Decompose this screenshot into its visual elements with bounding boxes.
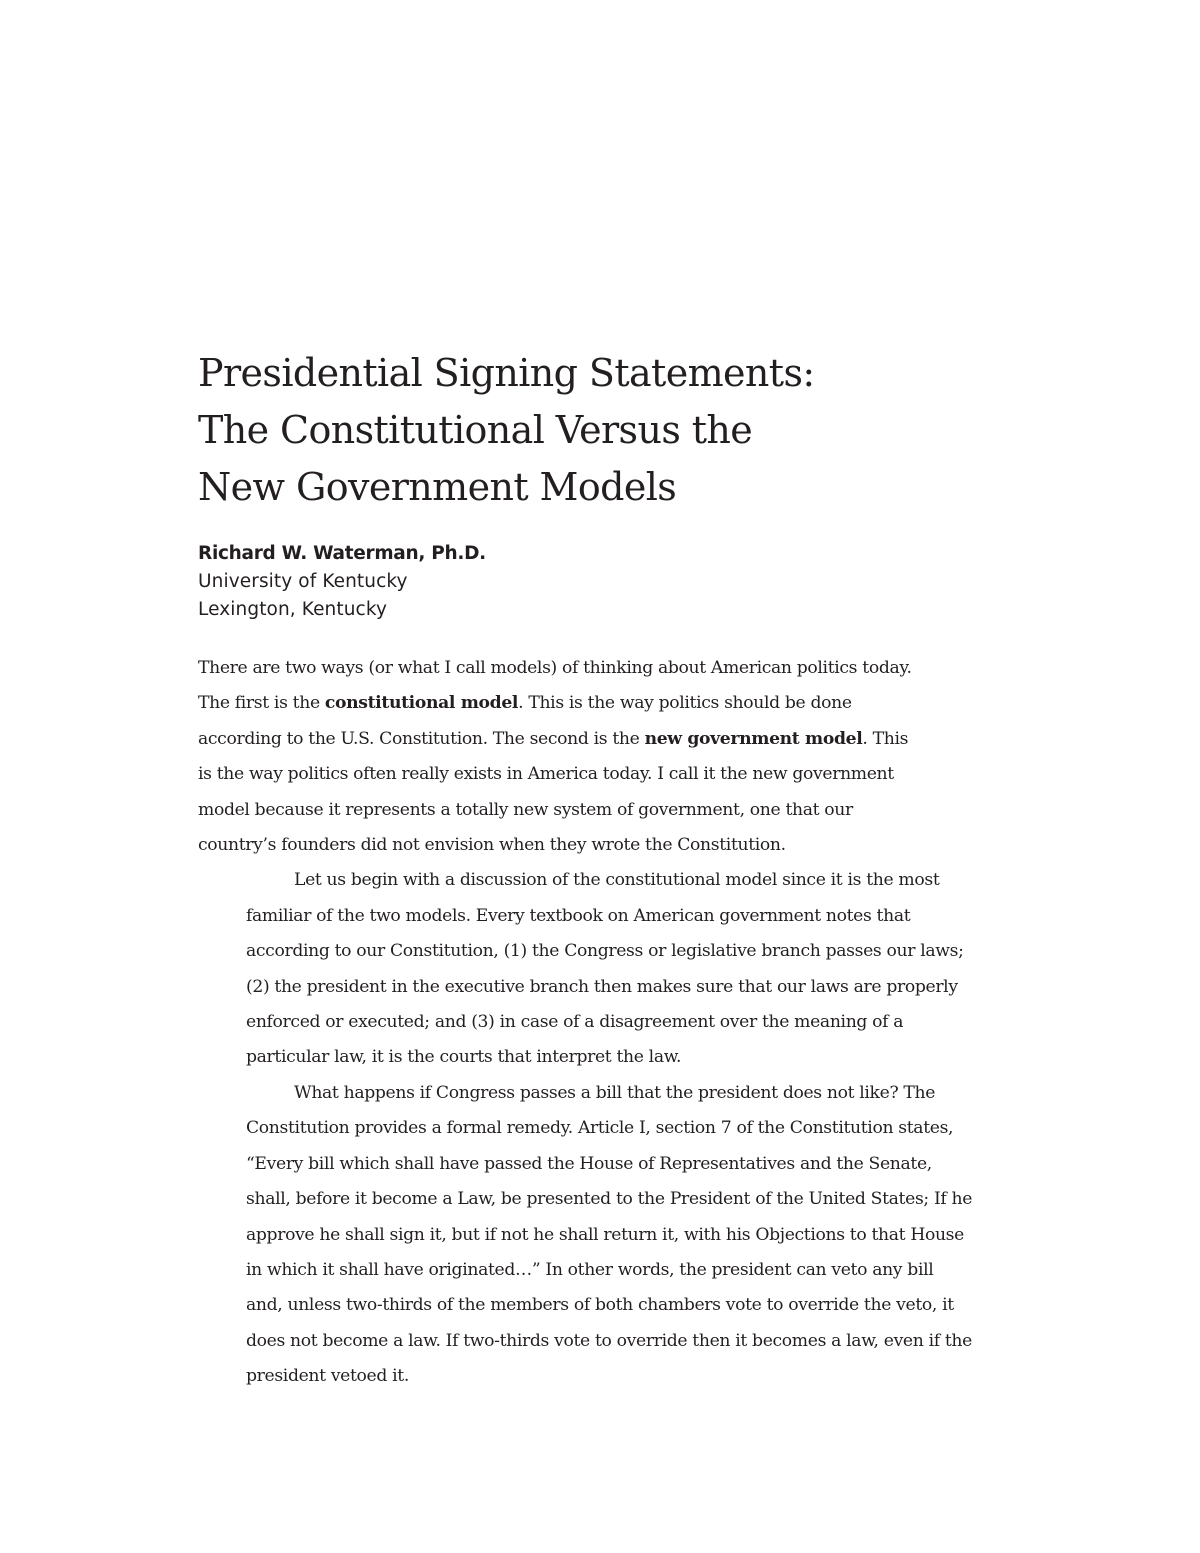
text-line: shall, before it become a Law, be presented to the President of the United States; If he <box>246 1189 973 1210</box>
author-block <box>198 540 1078 624</box>
text-line: What happens if Congress passes a bill that the president does not like? The <box>294 1082 936 1103</box>
text-line: and, unless two-thirds of the members of both chambers vote to override the veto, it <box>246 1295 954 1316</box>
term-new-government-model: new government model <box>644 728 863 749</box>
text-line: familiar of the two models. Every textbook on American government notes that <box>246 905 911 926</box>
title-line: New Government Models <box>198 465 677 509</box>
title-line: Presidential Signing Statements: <box>198 351 815 395</box>
text-line: (2) the president in the executive branch then makes sure that our laws are properly <box>246 976 958 997</box>
text-line: approve he shall sign it, but if not he shall return it, with his Objections to that House <box>246 1224 964 1245</box>
text-run: The first is the <box>198 693 325 714</box>
text-line: particular law, it is the courts that interpret the law. <box>246 1047 682 1068</box>
text-line: Constitution provides a formal remedy. Article I, section 7 of the Constitution states, <box>246 1118 954 1139</box>
text-line: Let us begin with a discussion of the constitutional model since it is the most <box>294 870 940 891</box>
document-page <box>198 345 1078 1395</box>
text-line: enforced or executed; and (3) in case of a disagreement over the meaning of a <box>246 1012 904 1033</box>
document-title <box>198 345 1078 516</box>
text-line: country’s founders did not envision when they wrote the Constitution. <box>198 835 786 856</box>
author-location: Lexington, Kentucky <box>198 599 388 620</box>
title-line: The Constitutional Versus the <box>198 408 753 452</box>
text-line: according to our Constitution, (1) the Congress or legislative branch passes our laws; <box>246 941 964 962</box>
text-line: in which it shall have originated…” In other words, the president can veto any bill <box>246 1259 934 1280</box>
body-text <box>198 651 1078 1395</box>
text-line: There are two ways (or what I call models) of thinking about American politics today. <box>198 658 912 678</box>
author-name: Richard W. Waterman, Ph.D. <box>198 543 486 564</box>
paragraph-1 <box>198 651 1078 863</box>
text-run: . This is the way politics should be done <box>518 693 852 714</box>
text-run: . This <box>862 728 909 749</box>
paragraph-3 <box>198 1076 1078 1395</box>
paragraph-2 <box>198 863 1078 1075</box>
text-line: is the way politics often really exists in America today. I call it the new government <box>198 764 894 785</box>
text-run: according to the U.S. Constitution. The second is the <box>198 728 645 749</box>
text-line: model because it represents a totally new system of government, one that our <box>198 799 853 820</box>
author-affiliation: University of Kentucky <box>198 571 408 592</box>
text-line <box>198 686 1078 721</box>
text-line: president vetoed it. <box>246 1366 409 1387</box>
text-line: does not become a law. If two-thirds vote to override then it becomes a law, even if the <box>246 1330 972 1351</box>
text-line <box>198 722 1078 757</box>
text-line: “Every bill which shall have passed the House of Representatives and the Senate, <box>246 1153 932 1174</box>
term-constitutional-model: constitutional model <box>324 693 519 714</box>
